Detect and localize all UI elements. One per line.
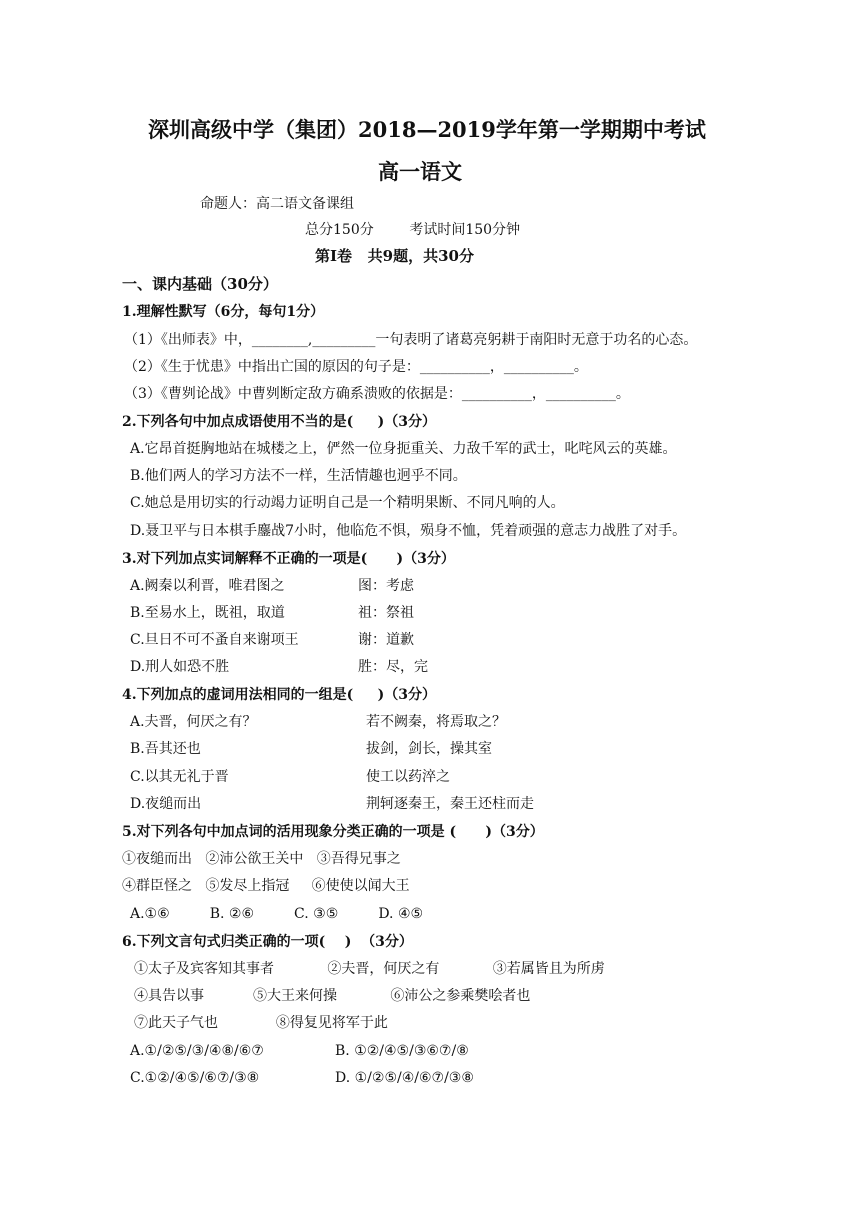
question-3-option-d: D.刑人如恐不胜 bbox=[130, 659, 230, 675]
question-1-item-1: （1）《出师表》中，________,_________一句表明了诸葛亮躬耕于南阳时无意于功名的心态。 bbox=[124, 332, 698, 348]
question-3-gloss-c: 谢：道歉 bbox=[358, 632, 414, 648]
question-2-option-c: C.她总是用切实的行动竭力证明自己是一个精明果断、不同凡响的人。 bbox=[130, 495, 565, 511]
question-6-stem: 6.下列文言句式归类正确的一项( ) （3分） bbox=[122, 934, 413, 950]
question-4-option-c-right: 使工以药淬之 bbox=[366, 769, 450, 785]
question-6-option-c: C.①②/④⑤/⑥⑦/③⑧ bbox=[130, 1070, 260, 1086]
question-6-option-b: B. ①②/④⑤/③⑥⑦/⑧ bbox=[335, 1043, 469, 1059]
question-5-stem: 5.对下列各句中加点词的活用现象分类正确的一项是 ( )（3分） bbox=[122, 824, 544, 840]
volume-heading: 第Ⅰ卷 共9题，共30分 bbox=[315, 247, 474, 265]
question-4-option-c-left: C.以其无礼于晋 bbox=[130, 769, 229, 785]
question-4-option-a-right: 若不阙秦，将焉取之？ bbox=[366, 714, 506, 730]
section-heading: 一、课内基础（30分） bbox=[122, 275, 278, 293]
question-3-option-b: B.至易水上，既祖，取道 bbox=[130, 605, 285, 621]
question-2-stem: 2.下列各句中加点成语使用不当的是( )（3分） bbox=[122, 414, 436, 430]
exam-subject: 高一语文 bbox=[378, 159, 462, 184]
question-4-option-d-left: D.夜缒而出 bbox=[130, 796, 202, 812]
question-5-options: A.①⑥ B. ②⑥ C. ③⑤ D. ④⑤ bbox=[130, 906, 424, 922]
question-1-item-3: （3）《曹刿论战》中曹刿断定敌方确系溃败的依据是：__________，__________。 bbox=[124, 386, 630, 402]
score-and-time: 总分150分 考试时间150分钟 bbox=[305, 222, 521, 238]
question-3-gloss-d: 胜：尽，完 bbox=[358, 659, 428, 675]
question-setter: 命题人：高二语文备课组 bbox=[200, 196, 354, 212]
question-2-option-a: A.它昂首挺胸地站在城楼之上，俨然一位身扼重关、力敌千军的武士，叱咤风云的英雄。 bbox=[130, 441, 677, 457]
question-3-option-a: A.阙秦以利晋，唯君图之 bbox=[130, 578, 285, 594]
question-3-gloss-a: 图：考虑 bbox=[358, 578, 414, 594]
question-4-option-d-right: 荆轲逐秦王，秦王还柱而走 bbox=[366, 796, 534, 812]
question-6-sentences-2: ④具告以事 ⑤大王来何操 ⑥沛公之参乘樊哙者也 bbox=[134, 988, 531, 1004]
question-2-option-b: B.他们两人的学习方法不一样，生活情趣也迥乎不同。 bbox=[130, 468, 467, 484]
question-1-stem: 1.理解性默写（6分，每句1分） bbox=[122, 304, 325, 320]
question-1-item-2: （2）《生于忧患》中指出亡国的原因的句子是：__________，__________。 bbox=[124, 359, 588, 375]
question-2-option-d: D.聂卫平与日本棋手鏖战7小时，他临危不惧，殒身不恤，凭着顽强的意志力战胜了对手。 bbox=[130, 523, 687, 539]
question-3-option-c: C.旦日不可不蚤自来谢项王 bbox=[130, 632, 299, 648]
question-6-option-a: A.①/②⑤/③/④⑧/⑥⑦ bbox=[130, 1043, 264, 1059]
question-5-sentences-2: ④群臣怪之 ⑤发尽上指冠 ⑥使使以闻大王 bbox=[122, 878, 410, 894]
question-6-option-d: D. ①/②⑤/④/⑥⑦/③⑧ bbox=[335, 1070, 474, 1086]
exam-title: 深圳高级中学（集团）2018—2019学年第一学期期中考试 bbox=[148, 117, 706, 142]
question-6-sentences-3: ⑦此天子气也 ⑧得复见将军于此 bbox=[134, 1015, 388, 1031]
question-6-sentences-1: ①太子及宾客知其事者 ②夫晋，何厌之有 ③若属皆且为所虏 bbox=[134, 961, 605, 977]
question-4-option-a-left: A.夫晋，何厌之有？ bbox=[130, 714, 257, 730]
question-3-stem: 3.对下列加点实词解释不正确的一项是( )（3分） bbox=[122, 551, 455, 567]
question-4-option-b-right: 拔剑，剑长，操其室 bbox=[366, 741, 492, 757]
question-5-sentences-1: ①夜缒而出 ②沛公欲王关中 ③吾得兄事之 bbox=[122, 851, 401, 867]
question-4-stem: 4.下列加点的虚词用法相同的一组是( )（3分） bbox=[122, 687, 436, 703]
question-3-gloss-b: 祖：祭祖 bbox=[358, 605, 414, 621]
question-4-option-b-left: B.吾其还也 bbox=[130, 741, 201, 757]
